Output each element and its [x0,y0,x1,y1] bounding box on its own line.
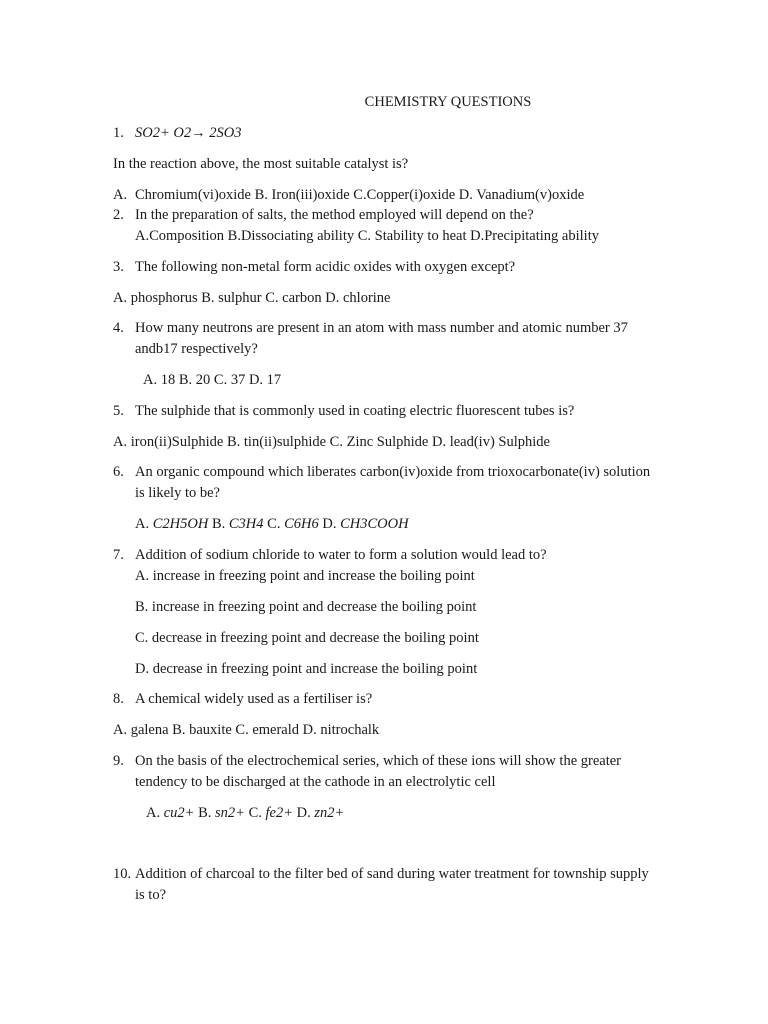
q8-options: A. galena B. bauxite C. emerald D. nitrochalk [113,722,380,738]
q1-options-letter: A. [113,187,128,203]
q9-option-b-label: B. [194,805,216,821]
q7-text: Addition of sodium chloride to water to form a solution would lead to? [135,547,547,563]
q1-options: Chromium(vi)oxide B. Iron(iii)oxide C.Copper(i)oxide D. Vanadium(v)oxide [135,187,585,203]
q9-option-c-ion: fe2+ [265,805,293,821]
q9-number: 9. [113,753,124,769]
q10-number: 10. [113,866,132,882]
q4-text: How many neutrons are present in an atom with mass number and atomic number 37 [135,320,628,336]
q2-options: A.Composition B.Dissociating ability C. Stability to heat D.Precipitating ability [135,228,599,244]
q7-option-d: D. decrease in freezing point and increase the boiling point [135,661,478,677]
q4-options: A. 18 B. 20 C. 37 D. 17 [143,372,282,388]
q2-number: 2. [113,207,124,223]
q7-option-b: B. increase in freezing point and decrease the boiling point [135,599,477,615]
q7-number: 7. [113,547,124,563]
q3-text: The following non-metal form acidic oxides with oxygen except? [135,259,516,275]
q6-option-a-formula: C2H5OH [152,516,209,532]
q5-number: 5. [113,403,124,419]
q4-number: 4. [113,320,124,336]
q9-text-cont: tendency to be discharged at the cathode in an electrolytic cell [135,774,496,790]
q9-options [146,804,344,822]
q9-option-a-ion: cu2+ [163,805,195,821]
q6-option-a-label: A. [135,516,153,532]
q1-equation-reactants: SO2+ O2 [135,125,192,141]
q8-text: A chemical widely used as a fertiliser is? [135,691,373,707]
q6-option-c-formula: C6H6 [284,516,319,532]
q5-text: The sulphide that is commonly used in coating electric fluorescent tubes is? [135,403,575,419]
q9-text: On the basis of the electrochemical series, which of these ions will show the greater [135,753,621,769]
q9-option-c-label: C. [244,805,266,821]
q6-option-b-label: B. [208,516,229,532]
reaction-arrow-icon: → [191,125,206,141]
q9-option-b-ion: sn2+ [215,805,245,821]
q6-text-cont: is likely to be? [135,485,220,501]
q9-option-a-label: A. [146,805,164,821]
q6-options [135,515,409,533]
q6-text: An organic compound which liberates carbon(iv)oxide from trioxocarbonate(iv) solution [135,464,651,480]
q6-number: 6. [113,464,124,480]
q2-text: In the preparation of salts, the method employed will depend on the? [135,207,534,223]
q5-options: A. iron(ii)Sulphide B. tin(ii)sulphide C. Zinc Sulphide D. lead(iv) Sulphide [113,434,550,450]
q6-option-d-formula: CH3COOH [340,516,409,532]
q7-option-c: C. decrease in freezing point and decrease the boiling point [135,630,479,646]
q1-equation-products: 2SO3 [205,125,242,141]
q1-text: In the reaction above, the most suitable catalyst is? [113,156,409,172]
q9-option-d-ion: zn2+ [314,805,345,821]
q6-option-b-formula: C3H4 [228,516,264,532]
q8-number: 8. [113,691,124,707]
q6-option-c-label: C. [263,516,285,532]
q7-option-a: A. increase in freezing point and increase the boiling point [135,568,475,584]
q3-number: 3. [113,259,124,275]
q1-equation [135,124,241,142]
q9-option-d-label: D. [293,805,315,821]
q4-text-cont: andb17 respectively? [135,341,258,357]
q1-number: 1. [113,125,124,141]
page-title: CHEMISTRY QUESTIONS [364,94,532,110]
q6-option-d-label: D. [318,516,341,532]
q10-text: Addition of charcoal to the filter bed of sand during water treatment for township supply [135,866,649,882]
q10-text-cont: is to? [135,887,167,903]
q3-options: A. phosphorus B. sulphur C. carbon D. chlorine [113,290,391,306]
